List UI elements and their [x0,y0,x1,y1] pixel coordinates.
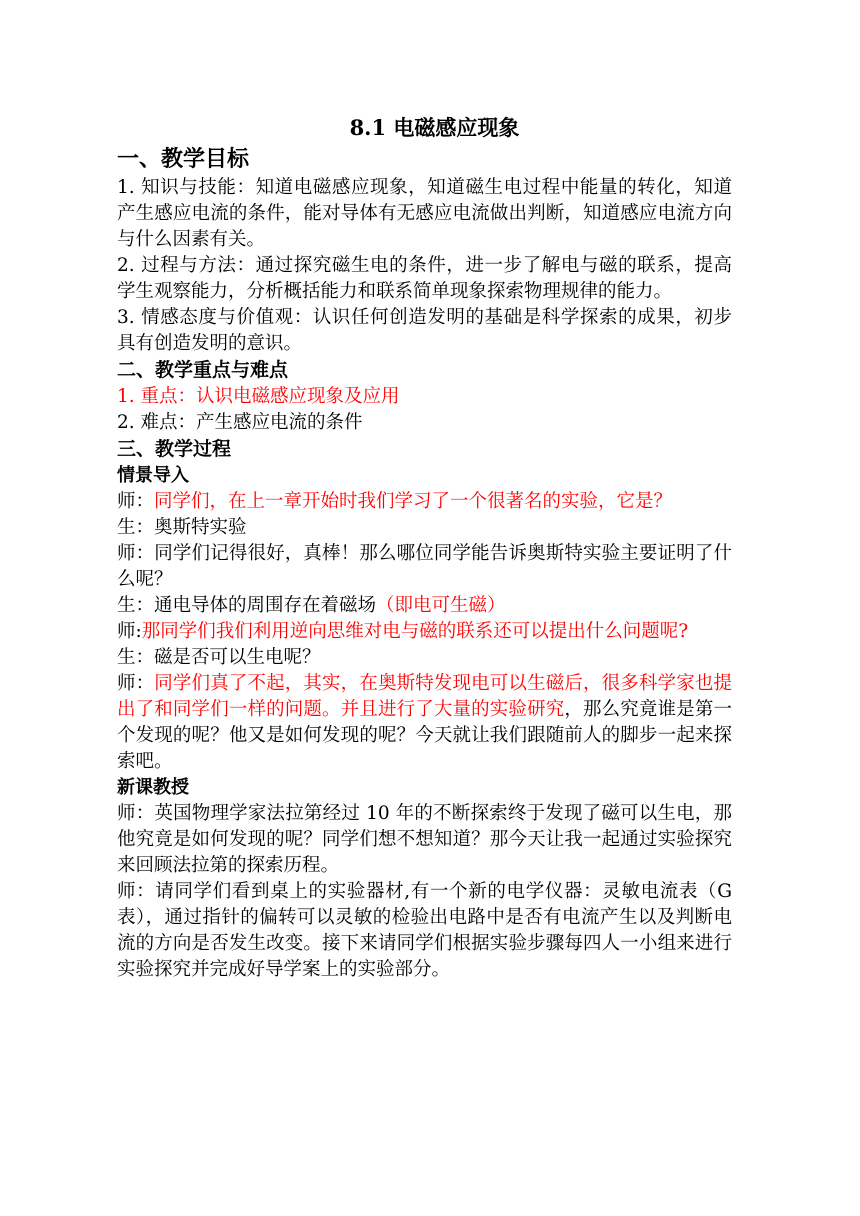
difficult-point: 2. 难点：产生感应电流的条件 [117,412,363,433]
dialogue-text: 同学们，在上一章开始时我们学习了一个很著名的实验，它是？ [154,491,673,512]
section-heading-key-points: 二、教学重点与难点 [117,359,289,381]
dialogue-line: 师：同学们记得很好，真棒！那么哪位同学能告诉奥斯特实验主要证明了什么呢？ [117,543,732,590]
dialogue-text: ，那么究竟谁是第一个发现的呢？他又是如何发现的呢？今天就让我们跟随前人的脚步一起来探索吧。 [117,699,732,772]
section-heading-objectives: 一、教学目标 [117,146,250,172]
objective-knowledge: 1. 知识与技能：知道电磁感应现象，知道磁生电过程中能量的转化，知道产生感应电流的条件，能对导体有无感应电流做出判断，知道感应电流方向与什么因素有关。 [117,177,732,250]
section-heading-process: 三、教学过程 [117,438,232,460]
dialogue-line [117,671,732,775]
dialogue-line: 生：奥斯特实验 [117,517,247,538]
subheading-new-lesson: 新课教授 [117,777,189,798]
objective-attitude: 3. 情感态度与价值观：认识任何创造发明的基础是科学探索的成果，初步具有创造发明的意识。 [117,307,732,354]
dialogue-line [117,489,732,515]
dialogue-highlight: （即电可生磁） [376,595,506,616]
objective-process: 2. 过程与方法：通过探究磁生电的条件，进一步了解电与磁的联系，提高学生观察能力，分析概括能力和联系简单现象探索物理规律的能力。 [117,255,732,302]
speaker-label: 师： [117,491,155,512]
dialogue-line [117,619,732,645]
speaker-label: 师： [117,673,155,694]
dialogue-text: 生：通电导体的周围存在着磁场 [117,595,377,616]
key-point: 1. 重点：认识电磁感应现象及应用 [117,386,400,407]
document-title: 8.1 电磁感应现象 [349,115,520,140]
document-body [117,113,732,983]
dialogue-line: 师：请同学们看到桌上的实验器材,有一个新的电学仪器：灵敏电流表（G 表），通过指针的偏转可以灵敏的检验出电路中是否有电流产生以及判断电流的方向是否发生改变。接下来请同学们根据实验步骤每四人一小组来进行实验探究并完成好导学案上的实验部分。 [117,881,732,980]
speaker-label: 师: [117,621,142,642]
subheading-intro: 情景导入 [117,465,189,486]
dialogue-text: 那同学们我们利用逆向思维对电与磁的联系还可以提出什么问题呢? [141,621,689,642]
dialogue-line [117,593,732,619]
dialogue-line: 生：磁是否可以生电呢？ [117,647,321,668]
dialogue-line: 师：英国物理学家法拉第经过 10 年的不断探索终于发现了磁可以生电，那他究竟是如何发现的呢？同学们想不想知道？那今天让我一起通过实验探究来回顾法拉第的探索历程。 [117,803,732,876]
dialogue-highlight: 同学们真了不起，其实，在奥斯特发现电可以生磁后，很多科学家也提出了和同学们一样的问题。并且进行了大量的实验研究 [117,673,732,720]
